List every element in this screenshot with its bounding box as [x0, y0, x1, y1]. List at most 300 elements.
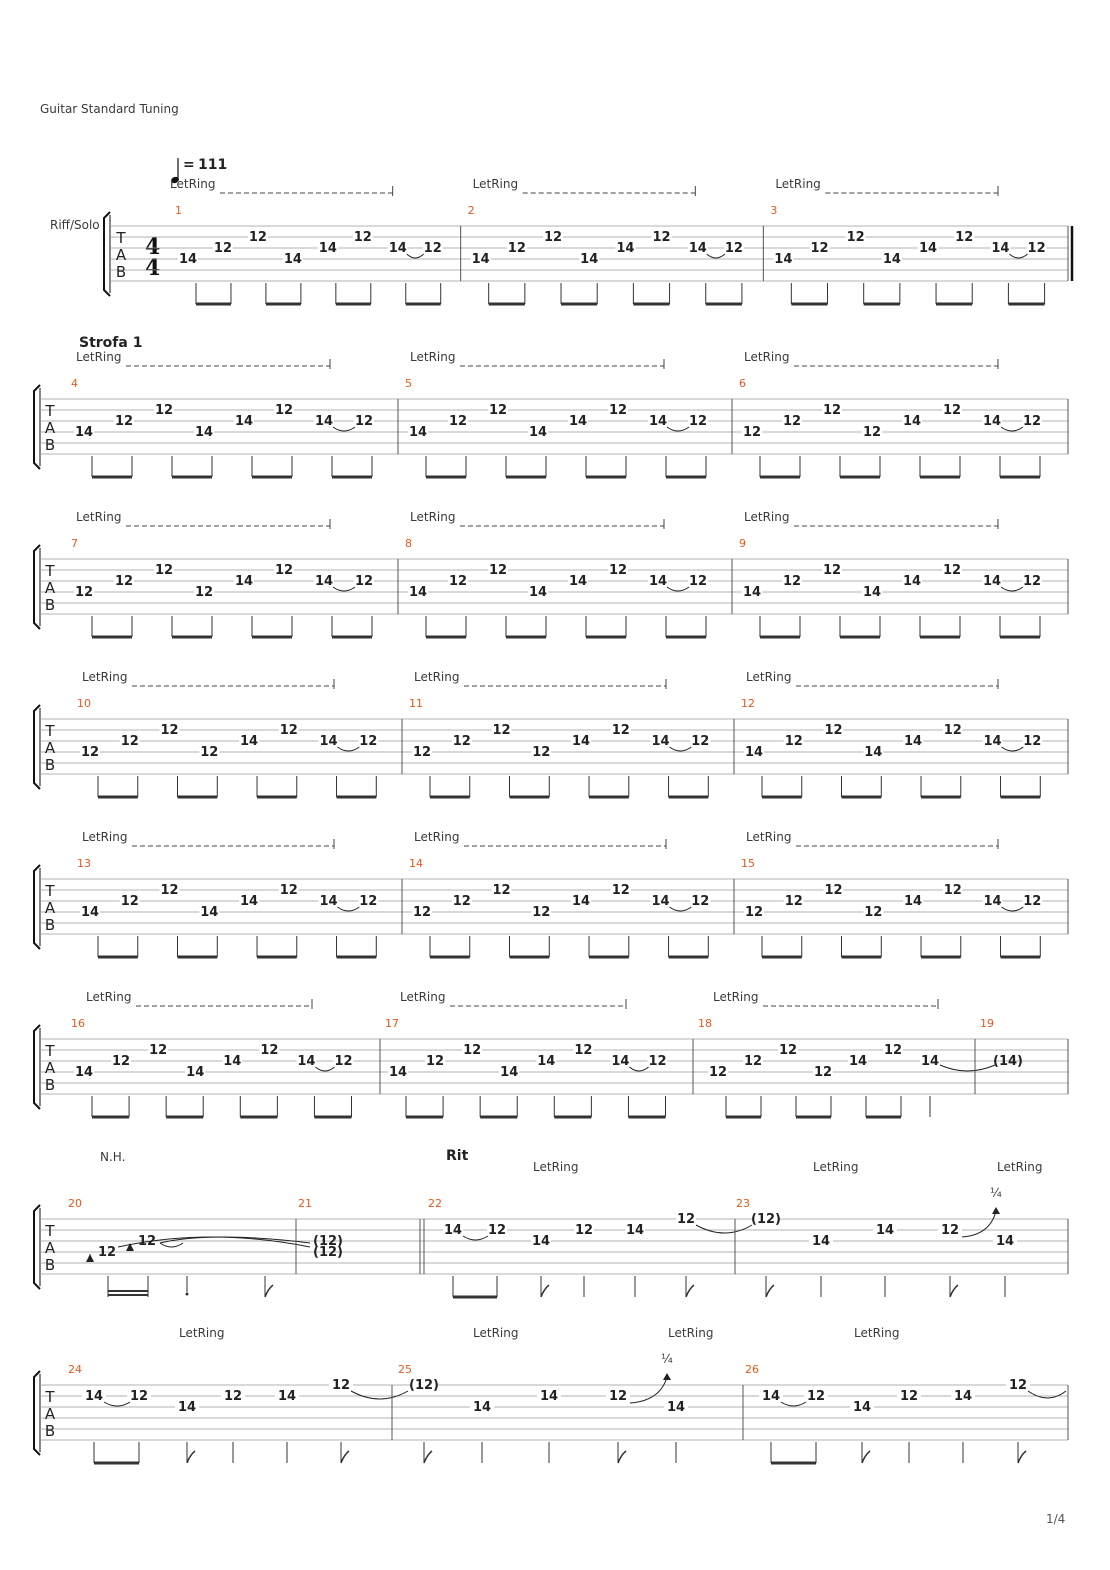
measure-4 [71, 377, 374, 477]
system-bracket [34, 1025, 40, 1109]
fret-number: 12 [200, 745, 219, 760]
let-ring-label: LetRing [82, 830, 128, 844]
measure-17 [385, 1017, 668, 1117]
fret-number: 14 [852, 1400, 872, 1415]
measure-10 [77, 697, 378, 797]
fret-number: 14 [744, 745, 764, 760]
slur-tie [696, 1225, 752, 1233]
fret-number: 12 [160, 883, 179, 898]
fret-number: 12 [463, 1043, 482, 1058]
let-ring-label: LetRing [668, 1326, 714, 1340]
bend-arrow-icon [663, 1373, 671, 1380]
fret-number: 14 [742, 585, 762, 600]
fret-number: 12 [691, 894, 710, 909]
tab-letter-t: T [45, 882, 55, 900]
fret-number: 12 [112, 1054, 131, 1069]
fret-number: 14 [177, 1400, 197, 1415]
fret-number: 12 [274, 403, 294, 418]
fret-number: 14 [408, 585, 428, 600]
slur-tie [463, 1236, 488, 1240]
fret-number: 14 [319, 894, 338, 909]
fret-number: 12 [448, 414, 468, 429]
fret-number: 12 [1022, 414, 1042, 429]
fret-number: 14 [178, 252, 198, 267]
fret-number: 14 [568, 574, 588, 589]
let-ring-label: LetRing [813, 1160, 859, 1174]
tab-letter-b: B [44, 1422, 56, 1440]
slur-tie [1001, 587, 1023, 591]
fret-number: 14 [625, 1223, 645, 1238]
fret-number: 12 [97, 1245, 117, 1260]
tab-system-1 [104, 177, 1072, 304]
fret-number: 12 [782, 414, 802, 429]
fret-number: 12 [452, 894, 471, 909]
measure-6 [739, 377, 1042, 477]
slur-tie [629, 1067, 648, 1071]
fret-number: 14 [666, 1400, 686, 1415]
tab-system-3 [34, 510, 1068, 637]
slur-tie [670, 907, 692, 911]
fret-number: 14 [74, 425, 94, 440]
slur-tie [1009, 254, 1027, 258]
fret-number: 12 [279, 883, 298, 898]
fret-number: 12 [412, 745, 432, 760]
fret-number: 12 [1027, 241, 1046, 256]
measure-5 [405, 377, 708, 477]
slur-tie [315, 1067, 334, 1071]
measure-number: 20 [68, 1197, 82, 1210]
fret-number: 12 [744, 905, 764, 920]
fret-number: 14 [500, 1065, 519, 1080]
measure-number: 7 [71, 537, 78, 550]
fret-number: 12 [1022, 574, 1042, 589]
measure-number: 15 [741, 857, 755, 870]
fret-number: (14) [993, 1054, 1023, 1069]
system-bracket [34, 545, 40, 629]
note-flag [424, 1451, 432, 1463]
tuning-label: Guitar Standard Tuning [40, 102, 179, 116]
system-bracket [34, 705, 40, 789]
tab-letter-t: T [45, 562, 55, 580]
let-ring-label: LetRing [997, 1160, 1043, 1174]
tab-letter-a: A [44, 579, 56, 597]
let-ring-label: LetRing [410, 510, 456, 524]
fret-number: 12 [149, 1043, 168, 1058]
fret-number: 12 [743, 1054, 763, 1069]
fret-number: 12 [782, 574, 802, 589]
let-ring-label: LetRing [76, 350, 122, 364]
fret-number: 14 [200, 905, 219, 920]
fret-number: 14 [864, 745, 883, 760]
slur-tie [670, 747, 692, 751]
fret-number: 12 [423, 241, 442, 256]
slur-tie [1001, 427, 1023, 431]
measure-15 [741, 857, 1042, 957]
tab-letter-b: B [44, 916, 56, 934]
note-flag [1018, 1451, 1026, 1463]
fret-number: 12 [810, 241, 829, 256]
fret-number: 12 [359, 894, 378, 909]
fret-number: 12 [331, 1378, 351, 1393]
measure-number: 17 [385, 1017, 399, 1030]
let-ring-label: LetRing [854, 1326, 900, 1340]
fret-number: 14 [277, 1389, 297, 1404]
fret-number: 14 [80, 905, 100, 920]
fret-number: 14 [903, 734, 923, 749]
fret-number: 12 [448, 574, 468, 589]
fret-number: 12 [160, 723, 179, 738]
measure-number: 10 [77, 697, 91, 710]
let-ring-label: LetRing [746, 830, 792, 844]
fret-number: 14 [811, 1234, 831, 1249]
fret-number: 14 [531, 1234, 551, 1249]
fret-number: 12 [248, 230, 267, 245]
measure-number: 23 [736, 1197, 750, 1210]
fret-number: 14 [318, 241, 337, 256]
fret-number: 12 [452, 734, 471, 749]
fret-number: 14 [568, 414, 588, 429]
measure-number: 1 [175, 204, 182, 217]
fret-number: 14 [234, 574, 254, 589]
tab-letter-a: A [115, 246, 127, 264]
fret-number: 12 [883, 1043, 903, 1058]
dot [186, 1293, 189, 1296]
note-flag [341, 1451, 349, 1463]
fret-number: 12 [114, 414, 134, 429]
fret-number: 14 [571, 734, 591, 749]
tab-system-5 [34, 830, 1068, 957]
let-ring-label: LetRing [775, 177, 821, 191]
let-ring-label: LetRing [400, 990, 446, 1004]
fret-number: 12 [943, 723, 962, 738]
bend-amount: ¼ [990, 1186, 1002, 1200]
measure-number: 13 [77, 857, 91, 870]
fret-number: 12 [688, 414, 708, 429]
fret-number: 14 [982, 414, 1002, 429]
fret-number: 12 [260, 1043, 279, 1058]
fret-number: 12 [492, 723, 511, 738]
fret-number: 12 [334, 1054, 353, 1069]
fret-number: 14 [528, 585, 548, 600]
measure-number: 12 [741, 697, 755, 710]
fret-number: 12 [154, 403, 174, 418]
fret-number: 14 [882, 252, 901, 267]
fret-number: 12 [899, 1389, 919, 1404]
tab-letter-t: T [45, 1388, 55, 1406]
slur-tie [667, 427, 689, 431]
measure-3 [770, 204, 1046, 304]
fret-number: 14 [74, 1065, 94, 1080]
measure-9 [739, 537, 1042, 637]
let-ring-label: LetRing [744, 350, 790, 364]
fret-number: 14 [239, 734, 259, 749]
fret-number: 12 [74, 585, 94, 600]
tab-letter-t: T [116, 229, 126, 247]
section-strofa: Strofa 1 [79, 335, 143, 351]
slur-tie [1002, 907, 1024, 911]
fret-number: 12 [492, 883, 511, 898]
let-ring-label: LetRing [86, 990, 132, 1004]
fret-number: 12 [676, 1212, 696, 1227]
system-bracket [34, 1205, 40, 1289]
fret-number: 12 [691, 734, 710, 749]
fret-number: 12 [359, 734, 378, 749]
fret-number: 12 [488, 563, 508, 578]
measure-14 [409, 857, 710, 957]
let-ring-label: LetRing [473, 1326, 519, 1340]
fret-number: 14 [472, 1400, 492, 1415]
fret-number: 14 [982, 574, 1002, 589]
fret-number: 12 [822, 403, 842, 418]
fret-number: 12 [822, 563, 842, 578]
note-flag [766, 1285, 774, 1297]
measure-number: 11 [409, 697, 423, 710]
slur-tie [333, 587, 355, 591]
slur-tie [1002, 747, 1024, 751]
tab-letter-a: A [44, 1239, 56, 1257]
slur-tie [1028, 1391, 1066, 1398]
fret-number: 12 [1023, 894, 1042, 909]
let-ring-label: LetRing [414, 830, 460, 844]
measure-number: 24 [68, 1363, 82, 1376]
slur-tie [781, 1402, 806, 1406]
note-flag [950, 1285, 958, 1297]
system-bracket [34, 1371, 40, 1455]
let-ring-label: LetRing [746, 670, 792, 684]
tab-letter-b: B [44, 436, 56, 454]
fret-number: 14 [388, 1065, 408, 1080]
fret-number: 14 [186, 1065, 205, 1080]
fret-number: (12) [751, 1212, 781, 1227]
slur-tie [940, 1065, 995, 1071]
fret-number: 14 [920, 1054, 940, 1069]
measure-16 [71, 1017, 354, 1117]
fret-number: 14 [651, 894, 670, 909]
fret-number: 14 [471, 252, 490, 267]
fret-number: 14 [283, 252, 302, 267]
fret-number: 14 [194, 425, 214, 440]
fret-number: 12 [688, 574, 708, 589]
fret-number: 14 [875, 1223, 895, 1238]
fret-number: 12 [543, 230, 563, 245]
measure-number: 18 [698, 1017, 712, 1030]
fret-number: 14 [571, 894, 591, 909]
slur-tie [338, 747, 360, 751]
fret-number: 14 [314, 574, 334, 589]
fret-number: 12 [942, 563, 962, 578]
fret-number: 12 [120, 894, 139, 909]
measure-number: 2 [467, 204, 475, 217]
measure-number: 6 [739, 377, 746, 390]
fret-number: 14 [862, 585, 882, 600]
slur-tie [104, 1402, 130, 1406]
fret-number: 12 [824, 883, 843, 898]
fret-number: 14 [408, 425, 428, 440]
slur-tie [338, 907, 360, 911]
measure-11 [409, 697, 710, 797]
let-ring-label: LetRing [76, 510, 122, 524]
fret-number: 12 [213, 241, 233, 256]
fret-number: 12 [608, 563, 628, 578]
fret-number: 12 [354, 414, 374, 429]
let-ring-label: LetRing [410, 350, 456, 364]
section-rit: Rit [446, 1148, 469, 1164]
fret-number: 12 [724, 241, 743, 256]
fret-number: 12 [942, 403, 962, 418]
measure-18 [698, 1017, 995, 1117]
natural-harmonic-label: N.H. [100, 1150, 126, 1164]
fret-number: 12 [80, 745, 100, 760]
fret-number: 14 [297, 1054, 316, 1069]
fret-number: (12) [313, 1245, 343, 1260]
fret-number: 14 [919, 241, 938, 256]
fret-number: 14 [648, 414, 668, 429]
fret-number: 14 [234, 414, 254, 429]
fret-number: 12 [806, 1389, 826, 1404]
fret-number: 12 [611, 723, 630, 738]
let-ring-label: LetRing [533, 1160, 579, 1174]
tab-letter-t: T [45, 402, 55, 420]
fret-number: 12 [412, 905, 432, 920]
fret-number: 12 [940, 1223, 960, 1238]
fret-number: 14 [774, 252, 793, 267]
fret-number: 12 [824, 723, 843, 738]
measure-number: 8 [405, 537, 412, 550]
fret-number: 12 [488, 403, 508, 418]
measure-2 [468, 204, 744, 304]
tab-letter-b: B [44, 596, 56, 614]
fret-number: 12 [784, 894, 803, 909]
slur-tie [160, 1243, 183, 1247]
measure-13 [77, 857, 378, 957]
fret-number: 12 [154, 563, 174, 578]
tempo-prefix: = [183, 157, 195, 173]
systems-layer [34, 177, 1072, 1463]
bend-curve [962, 1211, 996, 1237]
tab-letter-b: B [44, 756, 56, 774]
slur-tie [667, 587, 689, 591]
fret-number: 14 [848, 1054, 868, 1069]
fret-number: 12 [120, 734, 139, 749]
fret-number: 14 [539, 1389, 559, 1404]
bend-arrow-icon [992, 1207, 1000, 1214]
fret-number: 12 [864, 905, 883, 920]
fret-number: 12 [943, 883, 962, 898]
measure-1 [175, 204, 443, 304]
fret-number: 14 [651, 734, 670, 749]
tab-system-6 [34, 990, 1068, 1117]
slur-tie [707, 254, 725, 258]
fret-number: 12 [487, 1223, 507, 1238]
measure-number: 26 [745, 1363, 759, 1376]
fret-number: 12 [652, 230, 671, 245]
note-flag [265, 1285, 273, 1297]
bend-curve [630, 1377, 667, 1403]
note-flag [686, 1285, 694, 1297]
measure-number: 21 [298, 1197, 312, 1210]
note-flag [618, 1451, 626, 1463]
fret-number: 12 [1008, 1378, 1028, 1393]
fret-number: 12 [708, 1065, 728, 1080]
track-name: Riff/Solo [50, 218, 100, 232]
fret-number: 12 [813, 1065, 833, 1080]
fret-number: 14 [314, 414, 334, 429]
fret-number: 12 [274, 563, 294, 578]
fret-number: (12) [313, 1234, 343, 1249]
slur-tie [407, 254, 424, 258]
fret-number: 14 [983, 734, 1002, 749]
fret-number: 14 [580, 252, 599, 267]
fret-number: 14 [648, 574, 668, 589]
measure-number: 19 [980, 1017, 994, 1030]
fret-number: 14 [983, 894, 1002, 909]
measure-number: 3 [770, 204, 778, 217]
fret-number: 14 [902, 414, 922, 429]
system-bracket [104, 212, 110, 296]
tempo-value: 111 [198, 157, 228, 173]
fret-number: 12 [532, 745, 551, 760]
tab-letter-t: T [45, 722, 55, 740]
fret-number: 12 [648, 1054, 667, 1069]
note-flag [187, 1451, 195, 1463]
page-number: 1/4 [1046, 1512, 1066, 1526]
slur-tie [351, 1391, 408, 1399]
tab-letter-a: A [44, 899, 56, 917]
fret-number: 12 [223, 1389, 243, 1404]
fret-number: 12 [194, 585, 214, 600]
tab-letter-a: A [44, 1405, 56, 1423]
fret-number: 12 [955, 230, 974, 245]
measure-number: 4 [71, 377, 78, 390]
fret-number: 12 [279, 723, 298, 738]
tab-system-4 [34, 670, 1068, 797]
fret-number: 14 [528, 425, 548, 440]
fret-number: 14 [761, 1389, 781, 1404]
note-flag [862, 1451, 870, 1463]
let-ring-label: LetRing [713, 990, 759, 1004]
system-bracket [34, 865, 40, 949]
tab-letter-t: T [45, 1222, 55, 1240]
fret-number: 14 [902, 574, 922, 589]
fret-number: 12 [507, 241, 526, 256]
bend-amount: ¼ [661, 1352, 673, 1366]
measure-8 [405, 537, 708, 637]
fret-number: 12 [742, 425, 762, 440]
tab-letter-b: B [44, 1256, 56, 1274]
fret-number: (12) [409, 1378, 439, 1393]
fret-number: 12 [862, 425, 882, 440]
measure-number: 5 [405, 377, 412, 390]
fret-number: 12 [574, 1043, 593, 1058]
fret-number: 12 [846, 230, 865, 245]
tab-system-7 [34, 1160, 1068, 1297]
measure-number: 25 [398, 1363, 412, 1376]
fret-number: 12 [611, 883, 630, 898]
tab-letter-b: B [44, 1076, 56, 1094]
let-ring-label: LetRing [82, 670, 128, 684]
tab-letter-t: T [45, 1042, 55, 1060]
tab-letter-a: A [44, 419, 56, 437]
fret-number: 12 [574, 1223, 594, 1238]
tab-letter-a: A [44, 1059, 56, 1077]
fret-number: 14 [239, 894, 259, 909]
fret-number: 14 [953, 1389, 973, 1404]
let-ring-label: LetRing [414, 670, 460, 684]
time-signature-bottom: 4 [145, 255, 161, 281]
fret-number: 12 [353, 230, 372, 245]
measure-number: 14 [409, 857, 423, 870]
measure-12 [741, 697, 1042, 797]
